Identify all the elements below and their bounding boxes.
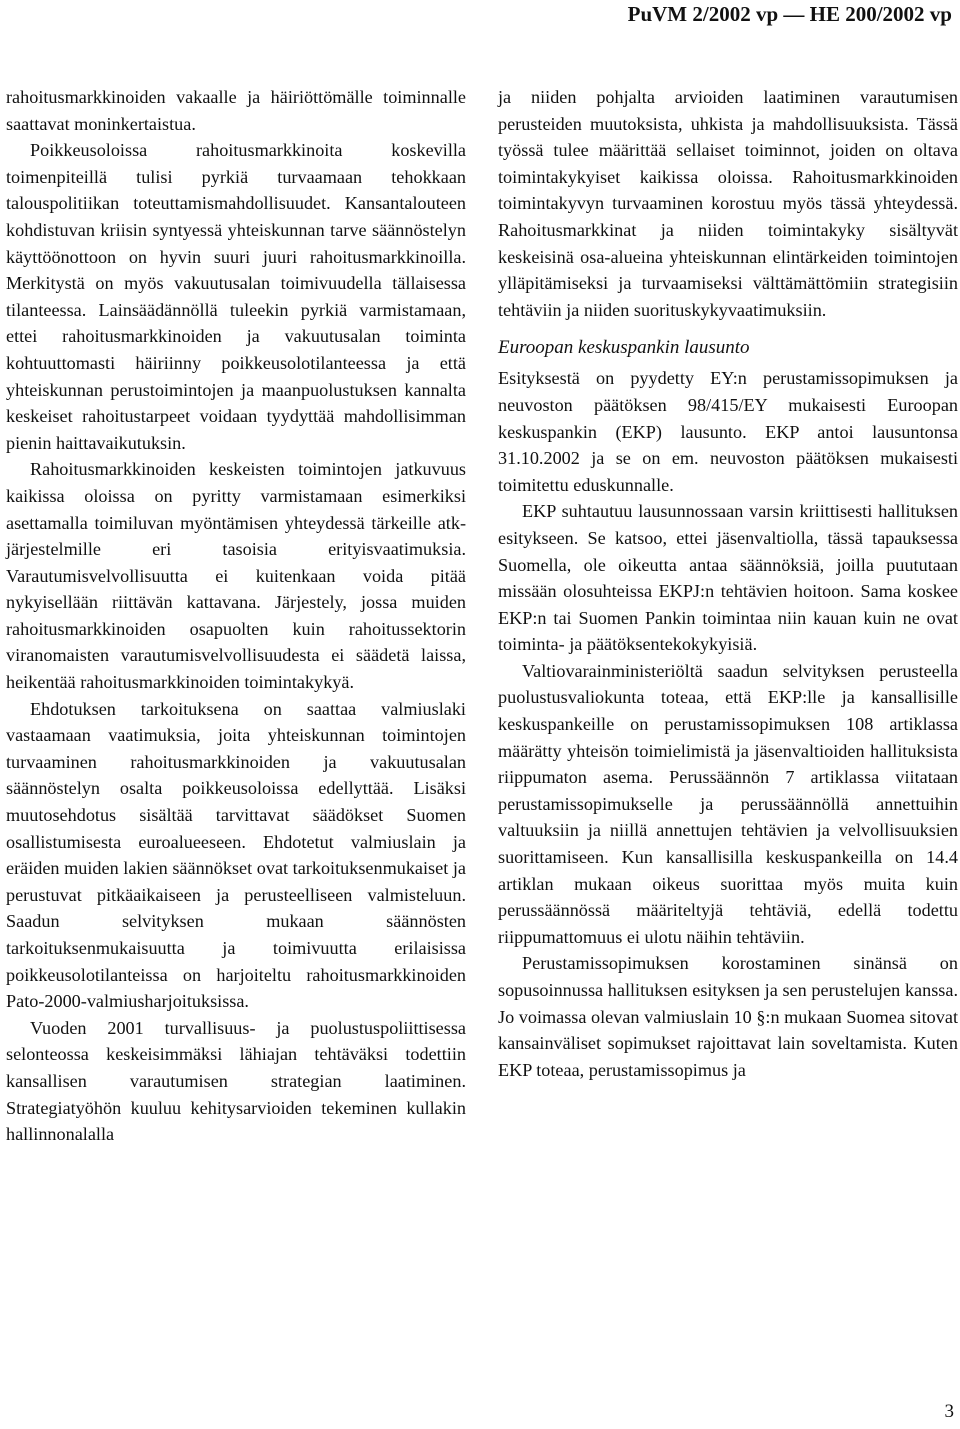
page-number: 3 bbox=[944, 1401, 954, 1422]
right-paragraph-2: EKP suhtautuu lausunnossaan varsin kriittisesti hallituksen esitykseen. Se katsoo, ettei jäsenvaltiolla, tässä tapauksessa Suomella, ole oikeutta antaa säännöksiä, joilla puututaan missään olosuhteissa EKPJ:n tehtävien hoitoon. Sama koskee EKP:n tai Suomen Pankin toimintaa niin kauan kuin ne ovat toiminta- ja päätöksentekokykyisiä. bbox=[498, 501, 958, 655]
left-paragraph-1: rahoitusmarkkinoiden vakaalle ja häiriöttömälle toiminnalle saattavat moninkertaistua. bbox=[6, 87, 466, 134]
left-paragraph-5: Vuoden 2001 turvallisuus- ja puolustuspoliittisessa selonteossa keskeisimmäksi lähiajan tehtäväksi todettiin kansallisen varautumisen strategian laatiminen. Strategiatyöhön kuuluu kehitysarvioiden tekeminen kullakin hallinnonalalla bbox=[6, 1017, 466, 1145]
right-column bbox=[498, 84, 958, 1083]
left-paragraph-2: Poikkeusoloissa rahoitusmarkkinoita koskevilla toimenpiteillä tulisi pyrkiä turvaamaan tehokkaan talouspolitiikan toteuttamismahdollisuudet. Kansantalouteen kohdistuvan kriisin syntyessä yhteiskunnan tarve säännöstelyn käyttöönottoon on hyvin suuri juuri rahoitusmarkkinoilla. Merkitystä on myös vakuutusalan toimivuudella tällaisessa tilanteessa. Lainsäädännöllä tuleekin pyrkiä varmistamaan, ettei rahoitusmarkkinoiden ja vakuutusalan toiminta kohtuuttomasti häiriinny poikkeusolotilanteessa ja että yhteiskunnan perustoimintojen ja maanpuolustuksen kannalta keskeiset rahoitustarpeet voidaan tyydyttää mahdollisimman pienin haittavaikutuksin. bbox=[6, 140, 466, 453]
left-paragraph-4: Ehdotuksen tarkoituksena on saattaa valmiuslaki vastaamaan vaatimuksia, joita yhteiskunnan toimintojen turvaaminen rahoitusmarkkinoiden ja vakuutusalan säännöstelyn osalta poikkeusoloissa edellyttää. Lisäksi muutosehdotus sisältää tarvittavat säädökset Suomen osallistumisesta euroalueeseen. Ehdotetut valmiuslain ja eräiden muiden lakien säännökset ovat tarkoituksenmukaiset ja perustuvat pitkäaikaiseen ja perusteelliseen valmisteluun. Saadun selvityksen mukaan säännösten tarkoituksenmukaisuutta ja toimivuutta erilaisissa poikkeusolotilanteissa on harjoiteltu rahoitusmarkkinoiden Pato-2000-valmiusharjoituksissa. bbox=[6, 698, 466, 1012]
right-paragraph-3: Valtiovarainministeriöltä saadun selvityksen perusteella puolustusvaliokunta toteaa, että EKP:lle ja kansallisille keskuspankeille on perustamissopimuksen 108 artiklassa määrätty yhteisön toimielimistä ja jäsenvaltioiden hallituksista riippumaton asema. Perussäännön 7 artiklassa viitataan perustamissopimukselle ja perussäännöllä annettuihin valtuuksiin ja niillä annettujen tehtävien ja velvollisuuksien suorittamiseen. Kun kansallisilla keskuspankeilla on 14.4 artiklan mukaan oikeus suorittaa myös muita kuin perussäännössä määriteltyjä tehtäviä, edellä todettu riippumattomuus ei ulotu näihin tehtäviin. bbox=[498, 660, 958, 947]
left-column bbox=[6, 84, 466, 1148]
right-paragraph-1: Esityksestä on pyydetty EY:n perustamissopimuksen ja neuvoston päätöksen 98/415/EY mukaisesti Euroopan keskuspankin (EKP) lausunto. EKP antoi lausuntonsa 31.10.2002 ja se on em. neuvoston päätöksen mukaisesti toimitettu eduskunnalle. bbox=[498, 368, 958, 495]
section-heading: Euroopan keskuspankin lausunto bbox=[498, 337, 750, 359]
right-paragraph-4: Perustamissopimuksen korostaminen sinänsä on sopusoinnussa hallituksen esityksen ja sen perustelujen kanssa. Jo voimassa olevan valmiuslain 10 §:n mukaan Suomea sitovat kansainväliset sopimukset rajoittavat lain soveltamista. Kuten EKP toteaa, perustamissopimus ja bbox=[498, 953, 958, 1080]
left-paragraph-3: Rahoitusmarkkinoiden keskeisten toimintojen jatkuvuus kaikissa oloissa on pyritty varmistamaan esimerkiksi asettamalla toimiluvan myöntämisen yhteydessä tärkeille atk-järjestelmille eri tasoisia erityisvaatimuksia. Varautumisvelvollisuutta ei kuitenkaan voida pitää nykyisellään riittävän kattavana. Järjestely, jossa muiden rahoitusmarkkinoiden osapuolten kuin rahoitussektorin viranomaisten varautumisvelvollisuudesta ei säädetä laissa, heikentää rahoitusmarkkinoiden toimintakykyä. bbox=[6, 459, 466, 693]
right-intro-paragraph: ja niiden pohjalta arvioiden laatiminen varautumisen perusteiden muutoksista, uhkista ja mahdollisuuksista. Tässä työssä tulee määrittää sellaiset toiminnot, joiden on oltava toimintakykyiset kaikissa oloissa. Rahoitusmarkkinoiden toimintakyvyn turvaaminen korostuu myös tässä yhteydessä. Rahoitusmarkkinat ja niiden toimintakyky sisältyvät keskeisinä osa-alueina yhteiskunnan elintärkeiden toimintojen ylläpitämiseksi ja turvaamiseksi välttämättömiin strategisiin tehtäviin ja niiden suorituskykyvaatimuksiin. bbox=[498, 87, 958, 320]
running-header: PuVM 2/2002 vp — HE 200/2002 vp bbox=[627, 2, 952, 26]
